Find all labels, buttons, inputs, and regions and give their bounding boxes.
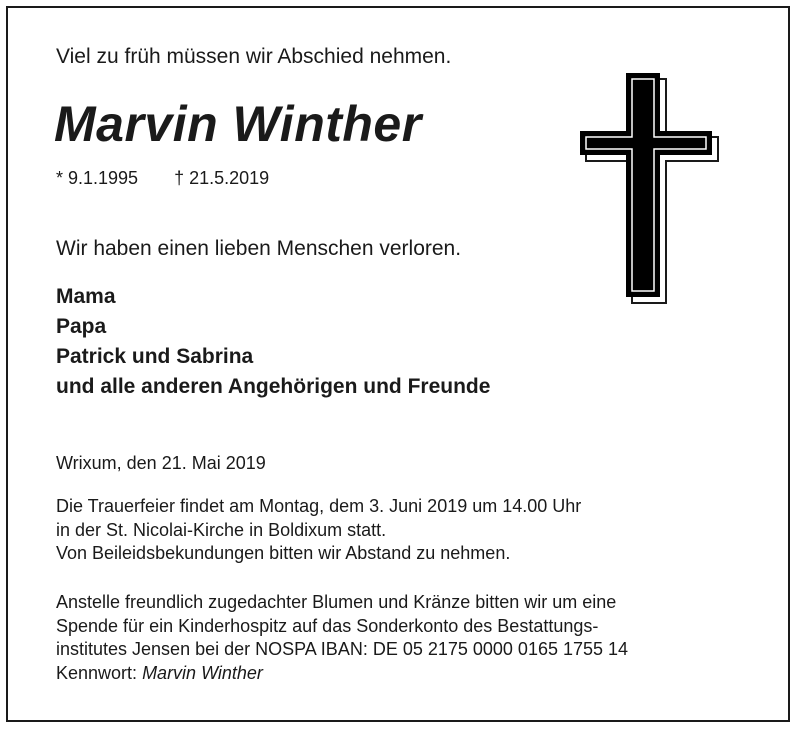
mourner-line: Mama [56, 285, 116, 308]
ceremony-line: Von Beileidsbekundungen bitten wir Abstand zu nehmen. [56, 543, 511, 563]
donation-line: institutes Jensen bei der NOSPA IBAN: DE 05 2175 0000 0165 1755 14 [56, 639, 629, 659]
keyword-value: Marvin Winther [142, 662, 263, 683]
life-dates [56, 168, 269, 189]
ceremony-info [56, 495, 581, 566]
ceremony-line: in der St. Nicolai-Kirche in Boldixum statt. [56, 519, 387, 540]
donation-line: Spende für ein Kinderhospitz auf das Sonderkonto des Bestattungs- [56, 615, 599, 636]
cross-icon [580, 73, 720, 305]
mourner-line: Patrick und Sabrina [56, 345, 254, 368]
mourners-list [56, 282, 490, 402]
keyword-label: Kennwort: [56, 662, 138, 683]
mourner-line: und alle anderen Angehörigen und Freunde [56, 375, 491, 398]
ceremony-line: Die Trauerfeier findet am Montag, dem 3. Juni 2019 um 14.00 Uhr [56, 496, 582, 516]
birth-date: * 9.1.1995 [56, 168, 139, 188]
intro-line: Viel zu früh müssen wir Abschied nehmen. [56, 45, 452, 68]
mourner-line: Papa [56, 315, 107, 338]
deceased-name: Marvin Winther [54, 96, 422, 152]
donation-info [56, 591, 628, 685]
death-date: † 21.5.2019 [174, 168, 270, 188]
donation-line: Anstelle freundlich zugedachter Blumen und Kränze bitten wir um eine [56, 592, 617, 612]
place-date: Wrixum, den 21. Mai 2019 [56, 453, 266, 473]
keyword-line [56, 662, 628, 686]
loss-line: Wir haben einen lieben Menschen verloren. [56, 237, 462, 260]
